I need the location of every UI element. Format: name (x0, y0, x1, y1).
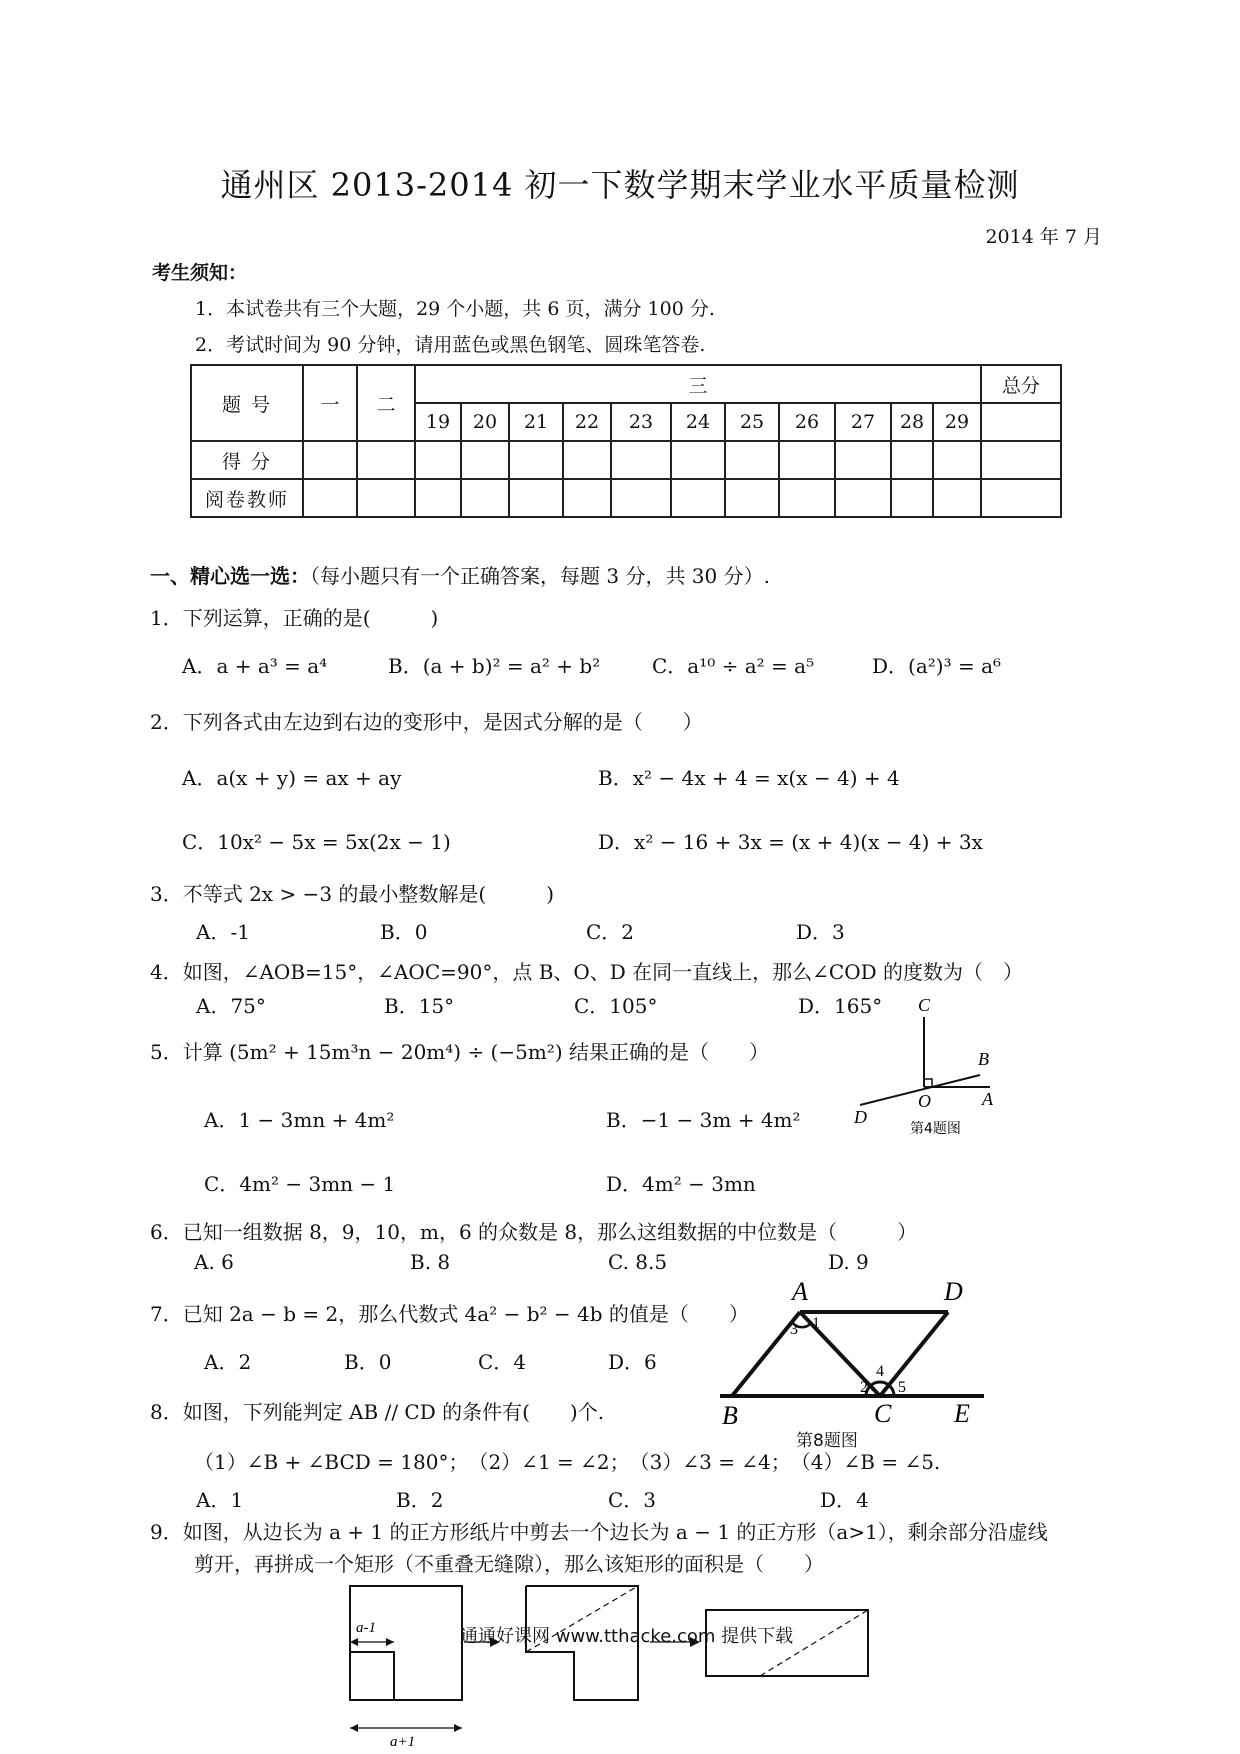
q2-option-c[interactable]: C．10x² − 5x = 5x(2x − 1) (182, 830, 451, 854)
sub-number: 28 (891, 403, 933, 441)
score-cell[interactable] (303, 441, 357, 479)
teacher-cell[interactable] (563, 479, 611, 517)
teacher-cell[interactable] (509, 479, 563, 517)
q5-option-a[interactable]: A．1 − 3mn + 4m² (204, 1108, 395, 1132)
q1-option-a[interactable]: A．a + a³ = a⁴ (182, 654, 328, 678)
q7-option-a[interactable]: A．2 (204, 1350, 252, 1374)
q5-stem: 5．计算 (5m² + 15m³n − 20m⁴) ÷ (−5m²) 结果正确的是（ ） (150, 1040, 769, 1064)
figure-q8 (712, 1270, 1002, 1430)
page-title: 通州区 2013-2014 初一下数学期末学业水平质量检测 (220, 166, 1020, 204)
section-heading (150, 560, 770, 589)
q8-stem: 8．如图，下列能判定 AB // CD 的条件有( )个. (150, 1400, 605, 1424)
q7-stem: 7．已知 2a − b = 2，那么代数式 4a² − b² − 4b 的值是（ ） (150, 1302, 749, 1326)
q3-option-b[interactable]: B．0 (380, 920, 428, 944)
label-a-plus-1: a+1 (390, 1734, 416, 1748)
teacher-cell[interactable] (725, 479, 779, 517)
score-table (190, 364, 1062, 518)
angle-label-2: 2 (860, 1379, 868, 1396)
teacher-cell[interactable] (835, 479, 891, 517)
label-c: C (918, 995, 931, 1015)
col-total: 总分 (981, 365, 1061, 403)
q3-option-a[interactable]: A．-1 (196, 920, 250, 944)
q4-stem: 4．如图，∠AOB=15°，∠AOC=90°，点 B、O、D 在同一直线上，那么∠COD 的度数为（ ） (150, 960, 1024, 984)
q3-option-c[interactable]: C．2 (586, 920, 635, 944)
q2-option-a[interactable]: A．a(x + y) = ax + ay (182, 766, 402, 790)
teacher-cell[interactable] (981, 479, 1061, 517)
q6-stem: 6．已知一组数据 8，9，10，m，6 的众数是 8，那么这组数据的中位数是（ ） (150, 1220, 918, 1244)
score-cell[interactable] (415, 441, 461, 479)
arrowhead (454, 1724, 462, 1732)
sub-number: 27 (835, 403, 891, 441)
angle-label-1: 1 (812, 1315, 820, 1332)
angle-label-4: 4 (876, 1363, 884, 1380)
q3-stem: 3．不等式 2x > −3 的最小整数解是( ) (150, 882, 555, 906)
score-cell[interactable] (671, 441, 725, 479)
q4-option-a[interactable]: A．75° (196, 994, 266, 1018)
label-o: O (918, 1091, 931, 1111)
q2-option-d[interactable]: D．x² − 16 + 3x = (x + 4)(x − 4) + 3x (598, 830, 983, 854)
label-a: A (982, 1089, 993, 1109)
score-cell[interactable] (357, 441, 415, 479)
sub-number: 22 (563, 403, 611, 441)
q6-option-a[interactable]: A. 6 (194, 1250, 234, 1274)
notice-item: 1．本试卷共有三个大题，29 个小题，共 6 页，满分 100 分. (195, 298, 715, 320)
score-cell[interactable] (981, 403, 1061, 441)
q8-conditions: （1）∠B + ∠BCD = 180°； （2）∠1 = ∠2； （3）∠3 = ∠4； （4）∠B = ∠5. (194, 1450, 941, 1474)
segment-dc (880, 1312, 948, 1396)
watermark: 通通好课网 www.tthacke.com 提供下载 (460, 1626, 794, 1647)
score-cell[interactable] (891, 441, 933, 479)
sub-number: 24 (671, 403, 725, 441)
score-cell[interactable] (461, 441, 509, 479)
angle-label-5: 5 (898, 1379, 906, 1396)
q6-option-c[interactable]: C. 8.5 (608, 1250, 668, 1274)
teacher-cell[interactable] (933, 479, 981, 517)
q2-option-b[interactable]: B．x² − 4x + 4 = x(x − 4) + 4 (598, 766, 900, 790)
label-d: D (944, 1277, 963, 1306)
teacher-cell[interactable] (779, 479, 835, 517)
col-section-three: 三 (415, 365, 981, 403)
section-note: （每小题只有一个正确答案，每题 3 分，共 30 分）. (310, 564, 770, 588)
sub-number: 23 (611, 403, 671, 441)
col-section-one: 一 (303, 365, 357, 441)
score-cell[interactable] (611, 441, 671, 479)
q6-option-b[interactable]: B. 8 (410, 1250, 451, 1274)
figure-caption: 第4题图 (910, 1121, 961, 1137)
sub-number: 29 (933, 403, 981, 441)
q1-stem: 1．下列运算，正确的是( ) (150, 606, 439, 630)
q4-option-c[interactable]: C．105° (574, 994, 658, 1018)
q7-option-d[interactable]: D．6 (608, 1350, 657, 1374)
teacher-cell[interactable] (671, 479, 725, 517)
score-cell[interactable] (981, 441, 1061, 479)
sub-number: 25 (725, 403, 779, 441)
q8-option-c[interactable]: C．3 (608, 1488, 657, 1512)
teacher-cell[interactable] (357, 479, 415, 517)
q6-option-d[interactable]: D. 9 (828, 1250, 869, 1274)
label-a: A (792, 1277, 808, 1306)
arrowhead (350, 1638, 358, 1646)
q3-option-d[interactable]: D．3 (796, 920, 845, 944)
sub-number: 26 (779, 403, 835, 441)
row-label-question: 题 号 (191, 365, 303, 441)
row-label-teacher: 阅卷教师 (191, 479, 303, 517)
exam-date: 2014 年 7 月 (985, 226, 1102, 248)
q4-option-b[interactable]: B．15° (384, 994, 455, 1018)
score-cell[interactable] (725, 441, 779, 479)
q8-option-d[interactable]: D．4 (820, 1488, 869, 1512)
q7-option-b[interactable]: B．0 (344, 1350, 392, 1374)
label-b: B (722, 1401, 738, 1430)
label-c: C (874, 1399, 892, 1428)
outer-square (350, 1586, 462, 1700)
row-label-score: 得 分 (191, 441, 303, 479)
notice-item: 2．考试时间为 90 分钟，请用蓝色或黑色钢笔、圆珠笔答卷. (195, 334, 706, 356)
label-b: B (978, 1049, 989, 1069)
teacher-cell[interactable] (415, 479, 461, 517)
score-cell[interactable] (835, 441, 891, 479)
teacher-cell[interactable] (891, 479, 933, 517)
arrowhead (386, 1638, 394, 1646)
score-cell[interactable] (509, 441, 563, 479)
q4-option-d[interactable]: D．165° (798, 994, 883, 1018)
figure-q4 (840, 995, 1010, 1145)
teacher-cell[interactable] (611, 479, 671, 517)
q1-option-d[interactable]: D．(a²)³ = a⁶ (872, 654, 1002, 678)
figure-q8-caption: 第8题图 (796, 1431, 858, 1451)
q2-stem: 2．下列各式由左边到右边的变形中，是因式分解的是（ ） (150, 710, 703, 734)
q5-option-b[interactable]: B．−1 − 3m + 4m² (606, 1108, 801, 1132)
q1-option-c[interactable]: C．a¹⁰ ÷ a² = a⁵ (652, 654, 815, 678)
arrowhead (350, 1724, 358, 1732)
q9-stem-line1: 9．如图，从边长为 a + 1 的正方形纸片中剪去一个边长为 a − 1 的正方形（a>1），剩余部分沿虚线 (150, 1520, 1048, 1544)
figure-q9 (340, 1580, 880, 1748)
label-e: E (954, 1399, 970, 1428)
angle-label-3: 3 (790, 1321, 798, 1338)
section-title: 一、精心选一选： (150, 564, 310, 588)
score-cell[interactable] (933, 441, 981, 479)
label-d: D (854, 1107, 867, 1127)
q5-option-d[interactable]: D．4m² − 3mn (606, 1172, 756, 1196)
q8-option-b[interactable]: B．2 (396, 1488, 444, 1512)
col-section-two: 二 (357, 365, 415, 441)
label-a-minus-1: a-1 (356, 1620, 376, 1636)
sub-number: 19 (415, 403, 461, 441)
q9-stem-line2: 剪开，再拼成一个矩形（不重叠无缝隙），那么该矩形的面积是（ ） (194, 1552, 824, 1576)
sub-number: 20 (461, 403, 509, 441)
notice-heading: 考生须知： (152, 262, 248, 284)
right-angle-mark (924, 1079, 932, 1087)
teacher-cell[interactable] (303, 479, 357, 517)
q5-option-c[interactable]: C．4m² − 3mn − 1 (204, 1172, 396, 1196)
inner-square (350, 1652, 394, 1700)
teacher-cell[interactable] (461, 479, 509, 517)
q8-option-a[interactable]: A．1 (196, 1488, 244, 1512)
score-cell[interactable] (779, 441, 835, 479)
q7-option-c[interactable]: C．4 (478, 1350, 527, 1374)
score-cell[interactable] (563, 441, 611, 479)
sub-number: 21 (509, 403, 563, 441)
q1-option-b[interactable]: B．(a + b)² = a² + b² (388, 654, 601, 678)
